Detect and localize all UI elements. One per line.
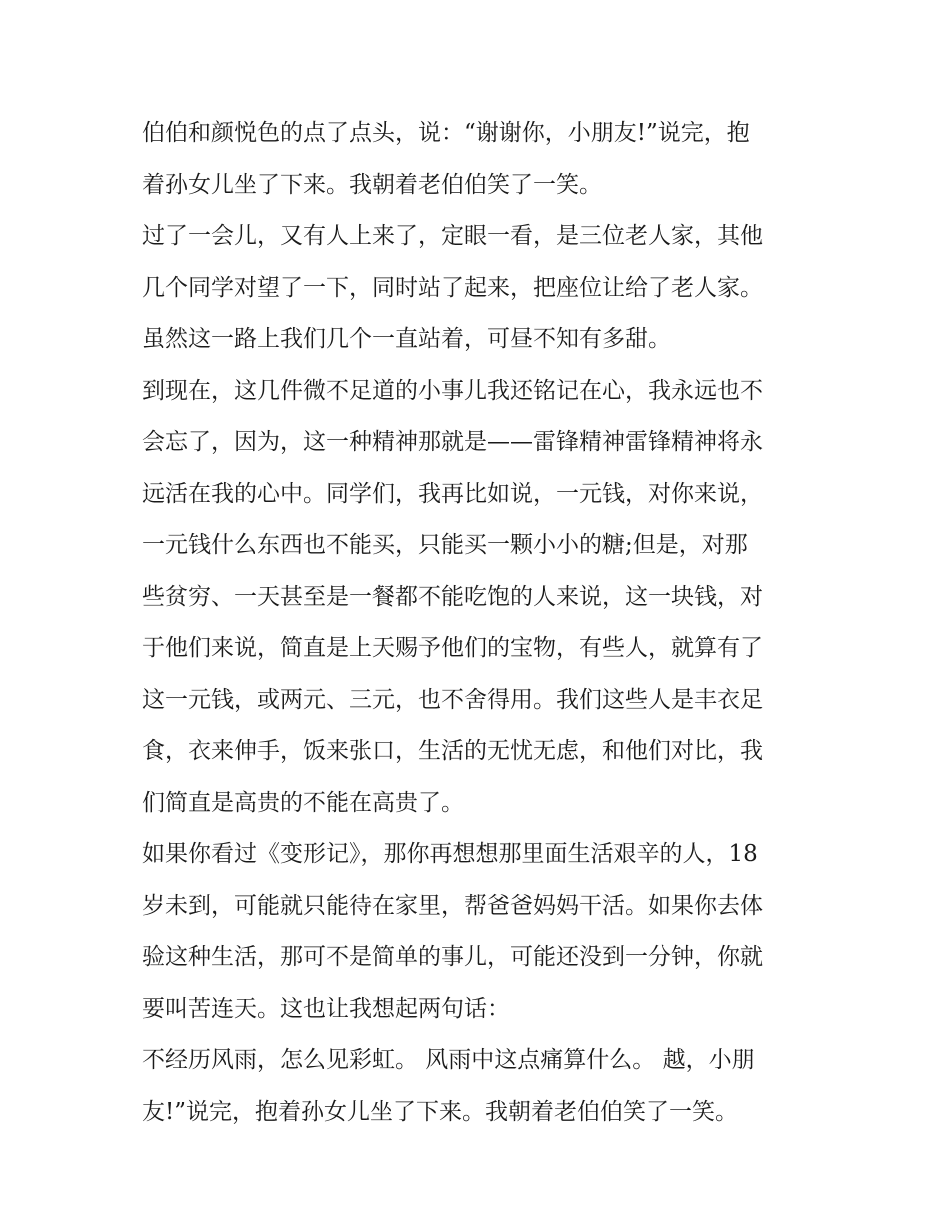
text-line: 如果你看过《变形记》，那你再想想那里面生活艰辛的人，18 <box>142 841 758 867</box>
text-line: 远活在我的心中。同学们，我再比如说，一元钱，对你来说， <box>142 480 763 507</box>
text-line: 些贫穷、一天甚至是一餐都不能吃饱的人来说，这一块钱，对 <box>142 583 763 610</box>
text-line: 岁未到，可能就只能待在家里，帮爸爸妈妈干活。如果你去体 <box>142 892 763 919</box>
text-line: 要叫苦连天。这也让我想起两句话： <box>142 995 510 1022</box>
text-line: 着孙女儿坐了下来。我朝着老伯伯笑了一笑。 <box>142 171 602 198</box>
text-line: 一元钱什么东西也不能买，只能买一颗小小的糖;但是，对那 <box>142 532 748 558</box>
text-line: 不经历风雨，怎么见彩虹。 风雨中这点痛算什么。 越，小朋 <box>142 1047 755 1073</box>
text-line: 虽然这一路上我们几个一直站着，可昼不知有多甜。 <box>142 326 671 352</box>
text-line: 验这种生活，那可不是简单的事儿，可能还没到一分钟，你就 <box>142 944 763 970</box>
text-line: 会忘了，因为，这一种精神那就是——雷锋精神雷锋精神将永 <box>142 429 763 455</box>
body-text <box>142 108 822 1138</box>
text-line: 过了一会儿，又有人上来了，定眼一看，是三位老人家，其他 <box>142 223 763 249</box>
text-line: 伯伯和颜悦色的点了点头，说：“谢谢你，小朋友!”说完，抱 <box>142 120 750 146</box>
text-line: 于他们来说，简直是上天赐予他们的宝物，有些人，就算有了 <box>142 635 763 661</box>
text-line: 到现在，这几件微不足道的小事儿我还铭记在心，我永远也不 <box>142 377 763 404</box>
text-line: 食，衣来伸手，饭来张口，生活的无忧无虑，和他们对比，我 <box>142 738 763 764</box>
text-line: 这一元钱，或两元、三元，也不舍得用。我们这些人是丰衣足 <box>142 686 763 713</box>
text-line: 友!”说完，抱着孙女儿坐了下来。我朝着老伯伯笑了一笑。 <box>142 1098 739 1125</box>
text-line: 们简直是高贵的不能在高贵了。 <box>142 789 464 816</box>
text-line: 几个同学对望了一下，同时站了起来，把座位让给了老人家。 <box>142 274 763 301</box>
